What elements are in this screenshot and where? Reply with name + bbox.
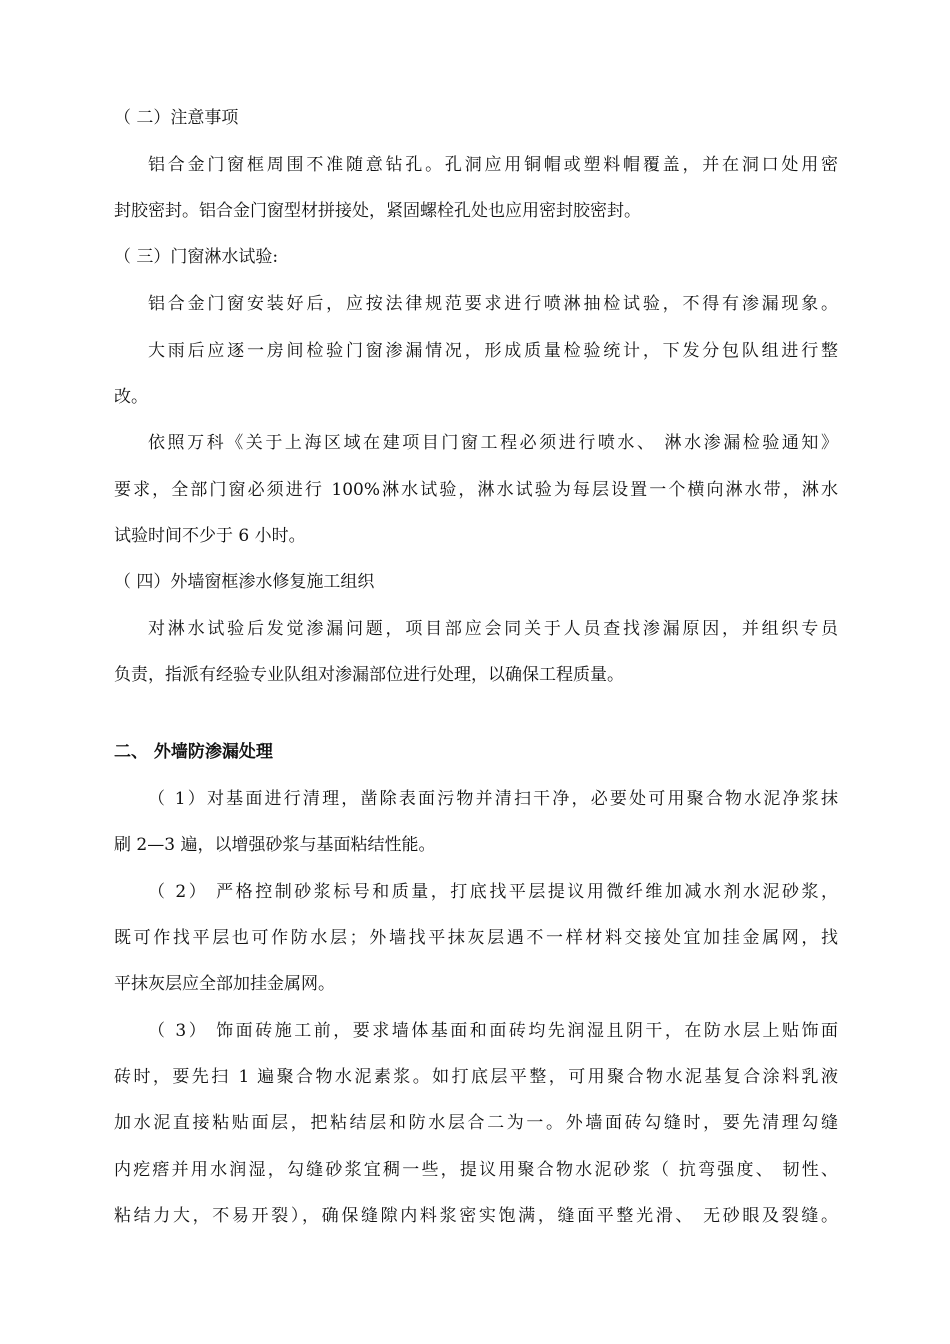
paragraph-line: 粘结力大，不易开裂），确保缝隙内料浆密实饱满，缝面平整光滑、 无砂眼及裂缝。 (114, 1206, 838, 1226)
section-heading-2: （ 二）注意事项 (114, 108, 239, 128)
chapter-heading: 二、 外墙防渗漏处理 (114, 742, 273, 762)
paragraph-line: 要求，全部门窗必须进行 100%淋水试验，淋水试验为每层设置一个横向淋水带，淋水 (114, 480, 838, 500)
paragraph-line: 既可作找平层也可作防水层；外墙找平抹灰层遇不一样材料交接处宜加挂金属网，找 (114, 928, 838, 948)
paragraph-line: 刷 2—3 遍，以增强砂浆与基面粘结性能。 (114, 835, 436, 855)
section-heading-3: （ 三）门窗淋水试验: (114, 247, 279, 267)
paragraph-line: 大雨后应逐一房间检验门窗渗漏情况，形成质量检验统计，下发分包队组进行整 (148, 341, 838, 361)
paragraph-line: 封胶密封。铝合金门窗型材拼接处，紧固螺栓孔处也应用密封胶密封。 (114, 201, 641, 221)
paragraph-line: 依照万科《关于上海区域在建项目门窗工程必须进行喷水、 淋水渗漏检验通知》 (148, 433, 838, 453)
paragraph-line: 对淋水试验后发觉渗漏问题，项目部应会同关于人员查找渗漏原因，并组织专员 (148, 619, 838, 639)
paragraph-line: 负责，指派有经验专业队组对渗漏部位进行处理，以确保工程质量。 (114, 665, 624, 685)
paragraph-line: （ 2） 严格控制砂浆标号和质量，打底找平层提议用微纤维加减水剂水泥砂浆， (148, 882, 838, 902)
paragraph-line: 改。 (114, 387, 148, 407)
paragraph-line: 内疙瘩并用水润湿，勾缝砂浆宜稠一些，提议用聚合物水泥砂浆（ 抗弯强度、 韧性、 (114, 1160, 838, 1180)
paragraph-line: 铝合金门窗框周围不准随意钻孔。孔洞应用铜帽或塑料帽覆盖，并在洞口处用密 (148, 155, 838, 175)
paragraph-line: 铝合金门窗安装好后，应按法律规范要求进行喷淋抽检试验，不得有渗漏现象。 (148, 294, 838, 314)
paragraph-line: 砖时，要先扫 1 遍聚合物水泥素浆。如打底层平整，可用聚合物水泥基复合涂料乳液 (114, 1067, 838, 1087)
paragraph-line: 试验时间不少于 6 小时。 (114, 526, 306, 546)
section-heading-4: （ 四）外墙窗框渗水修复施工组织 (114, 572, 375, 592)
paragraph-line: 加水泥直接粘贴面层，把粘结层和防水层合二为一。外墙面砖勾缝时，要先清理勾缝 (114, 1113, 838, 1133)
paragraph-line: 平抹灰层应全部加挂金属网。 (114, 974, 335, 994)
paragraph-line: （ 3） 饰面砖施工前，要求墙体基面和面砖均先润湿且阴干，在防水层上贴饰面 (148, 1021, 838, 1041)
paragraph-line: （ 1）对基面进行清理，凿除表面污物并清扫干净，必要处可用聚合物水泥净浆抹 (148, 789, 838, 809)
